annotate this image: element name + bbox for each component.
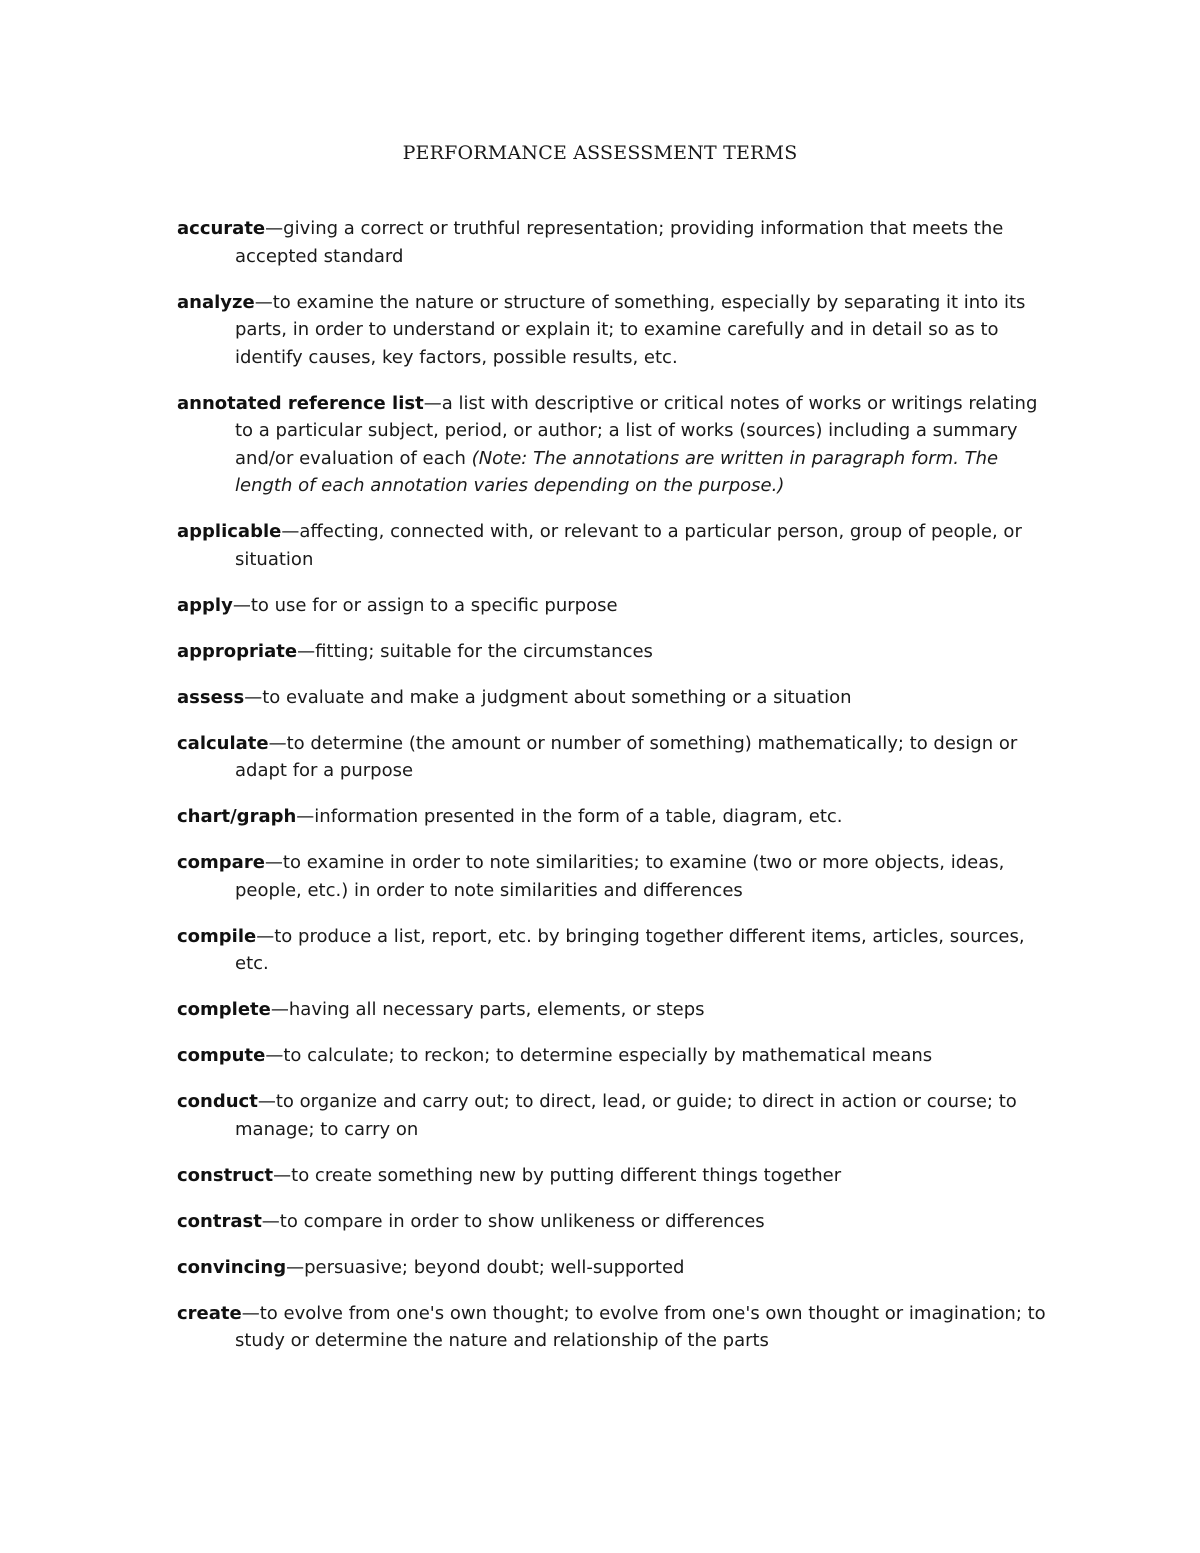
term-separator: — — [261, 1210, 280, 1232]
term-definition: affecting, connected with, or relevant to a particular person, group of people, or situation — [235, 521, 1022, 570]
term-entry — [177, 923, 1047, 978]
term-definition: to calculate; to reckon; to determine especially by mathematical means — [283, 1045, 933, 1066]
term-definition: to determine (the amount or number of something) mathematically; to design or adapt for a purpose — [235, 732, 1018, 781]
term-definition: a list with descriptive or critical notes of works or writings relating to a particular subject, period, or author; a list of works (sources) including a summary and/or evaluation of each — [235, 392, 1038, 469]
term-separator: — — [286, 1256, 305, 1278]
term-word: analyze — [177, 291, 255, 313]
term-definition: to organize and carry out; to direct, lead, or guide; to direct in action or course; to manage; to carry on — [235, 1091, 1017, 1140]
term-word: accurate — [177, 218, 266, 239]
term-entry — [177, 390, 1047, 500]
term-entry — [177, 1088, 1047, 1143]
term-separator: — — [241, 1302, 260, 1324]
term-word: conduct — [177, 1091, 258, 1112]
term-definition: to evolve from one's own thought; to evolve from one's own thought or imagination; to study or determine the nature and relationship of the parts — [235, 1302, 1046, 1351]
term-definition: to examine in order to note similarities; to examine (two or more objects, ideas, people, etc.) in order to note similarities and differences — [235, 852, 1005, 901]
term-word: complete — [177, 999, 271, 1020]
term-entry — [177, 730, 1047, 785]
term-definition: to evaluate and make a judgment about something or a situation — [262, 686, 852, 708]
term-separator: — — [273, 1164, 292, 1186]
page-title: PERFORMANCE ASSESSMENT TERMS — [402, 142, 798, 164]
term-word: appropriate — [177, 640, 298, 662]
term-word: calculate — [177, 732, 269, 754]
term-definition: fitting; suitable for the circumstances — [315, 640, 653, 662]
term-entry — [177, 1300, 1047, 1355]
term-word: convincing — [177, 1256, 287, 1278]
term-separator: — — [296, 806, 315, 827]
term-entry — [177, 1254, 1047, 1282]
term-entry — [177, 215, 1047, 270]
term-definition: to compare in order to show unlikeness or differences — [279, 1210, 765, 1232]
term-word: contrast — [177, 1210, 262, 1232]
terms-list — [177, 215, 1047, 1373]
term-entry — [177, 289, 1047, 372]
term-separator: — — [423, 392, 442, 414]
term-word: annotated reference list — [177, 392, 424, 414]
term-word: compute — [177, 1045, 266, 1066]
term-entry — [177, 1042, 1047, 1070]
term-entry — [177, 1208, 1047, 1236]
term-definition: to examine the nature or structure of something, especially by separating it into its parts, in order to understand or explain it; to examine carefully and in detail so as to identify causes, key factors, possible results, etc. — [235, 291, 1026, 368]
term-separator: — — [244, 686, 263, 708]
term-definition: persuasive; beyond doubt; well-supported — [304, 1256, 685, 1278]
term-word: compile — [177, 925, 257, 947]
term-entry — [177, 1162, 1047, 1190]
term-separator: — — [256, 925, 275, 947]
term-entry — [177, 849, 1047, 904]
term-definition: to use for or assign to a specific purpose — [250, 594, 618, 616]
term-separator: — — [270, 999, 289, 1020]
term-word: apply — [177, 594, 233, 616]
term-word: compare — [177, 852, 265, 873]
term-word: applicable — [177, 521, 282, 542]
term-separator: — — [265, 218, 284, 239]
term-separator: — — [254, 291, 273, 313]
term-word: assess — [177, 686, 245, 708]
term-definition: to create something new by putting different things together — [291, 1164, 842, 1186]
term-separator: — — [257, 1091, 276, 1112]
term-definition: having all necessary parts, elements, or steps — [288, 999, 705, 1020]
term-separator: — — [268, 732, 287, 754]
term-separator: — — [265, 1045, 284, 1066]
term-separator: — — [264, 852, 283, 873]
term-definition: information presented in the form of a table, diagram, etc. — [314, 806, 843, 827]
term-entry — [177, 803, 1047, 831]
term-entry — [177, 518, 1047, 573]
term-word: chart/graph — [177, 806, 297, 827]
term-separator: — — [297, 640, 316, 662]
term-definition: to produce a list, report, etc. by bringing together different items, articles, sources, etc. — [235, 925, 1025, 974]
term-word: construct — [177, 1164, 274, 1186]
term-separator: — — [281, 521, 300, 542]
term-definition: giving a correct or truthful representation; providing information that meets the accepted standard — [235, 218, 1004, 267]
term-separator: — — [232, 594, 251, 616]
term-entry — [177, 592, 1047, 620]
term-note: (Note: The annotations are written in paragraph form. The length of each annotation varies depending on the purpose.) — [235, 447, 999, 496]
term-word: create — [177, 1302, 242, 1324]
term-entry — [177, 996, 1047, 1024]
term-entry — [177, 684, 1047, 712]
term-entry — [177, 638, 1047, 666]
